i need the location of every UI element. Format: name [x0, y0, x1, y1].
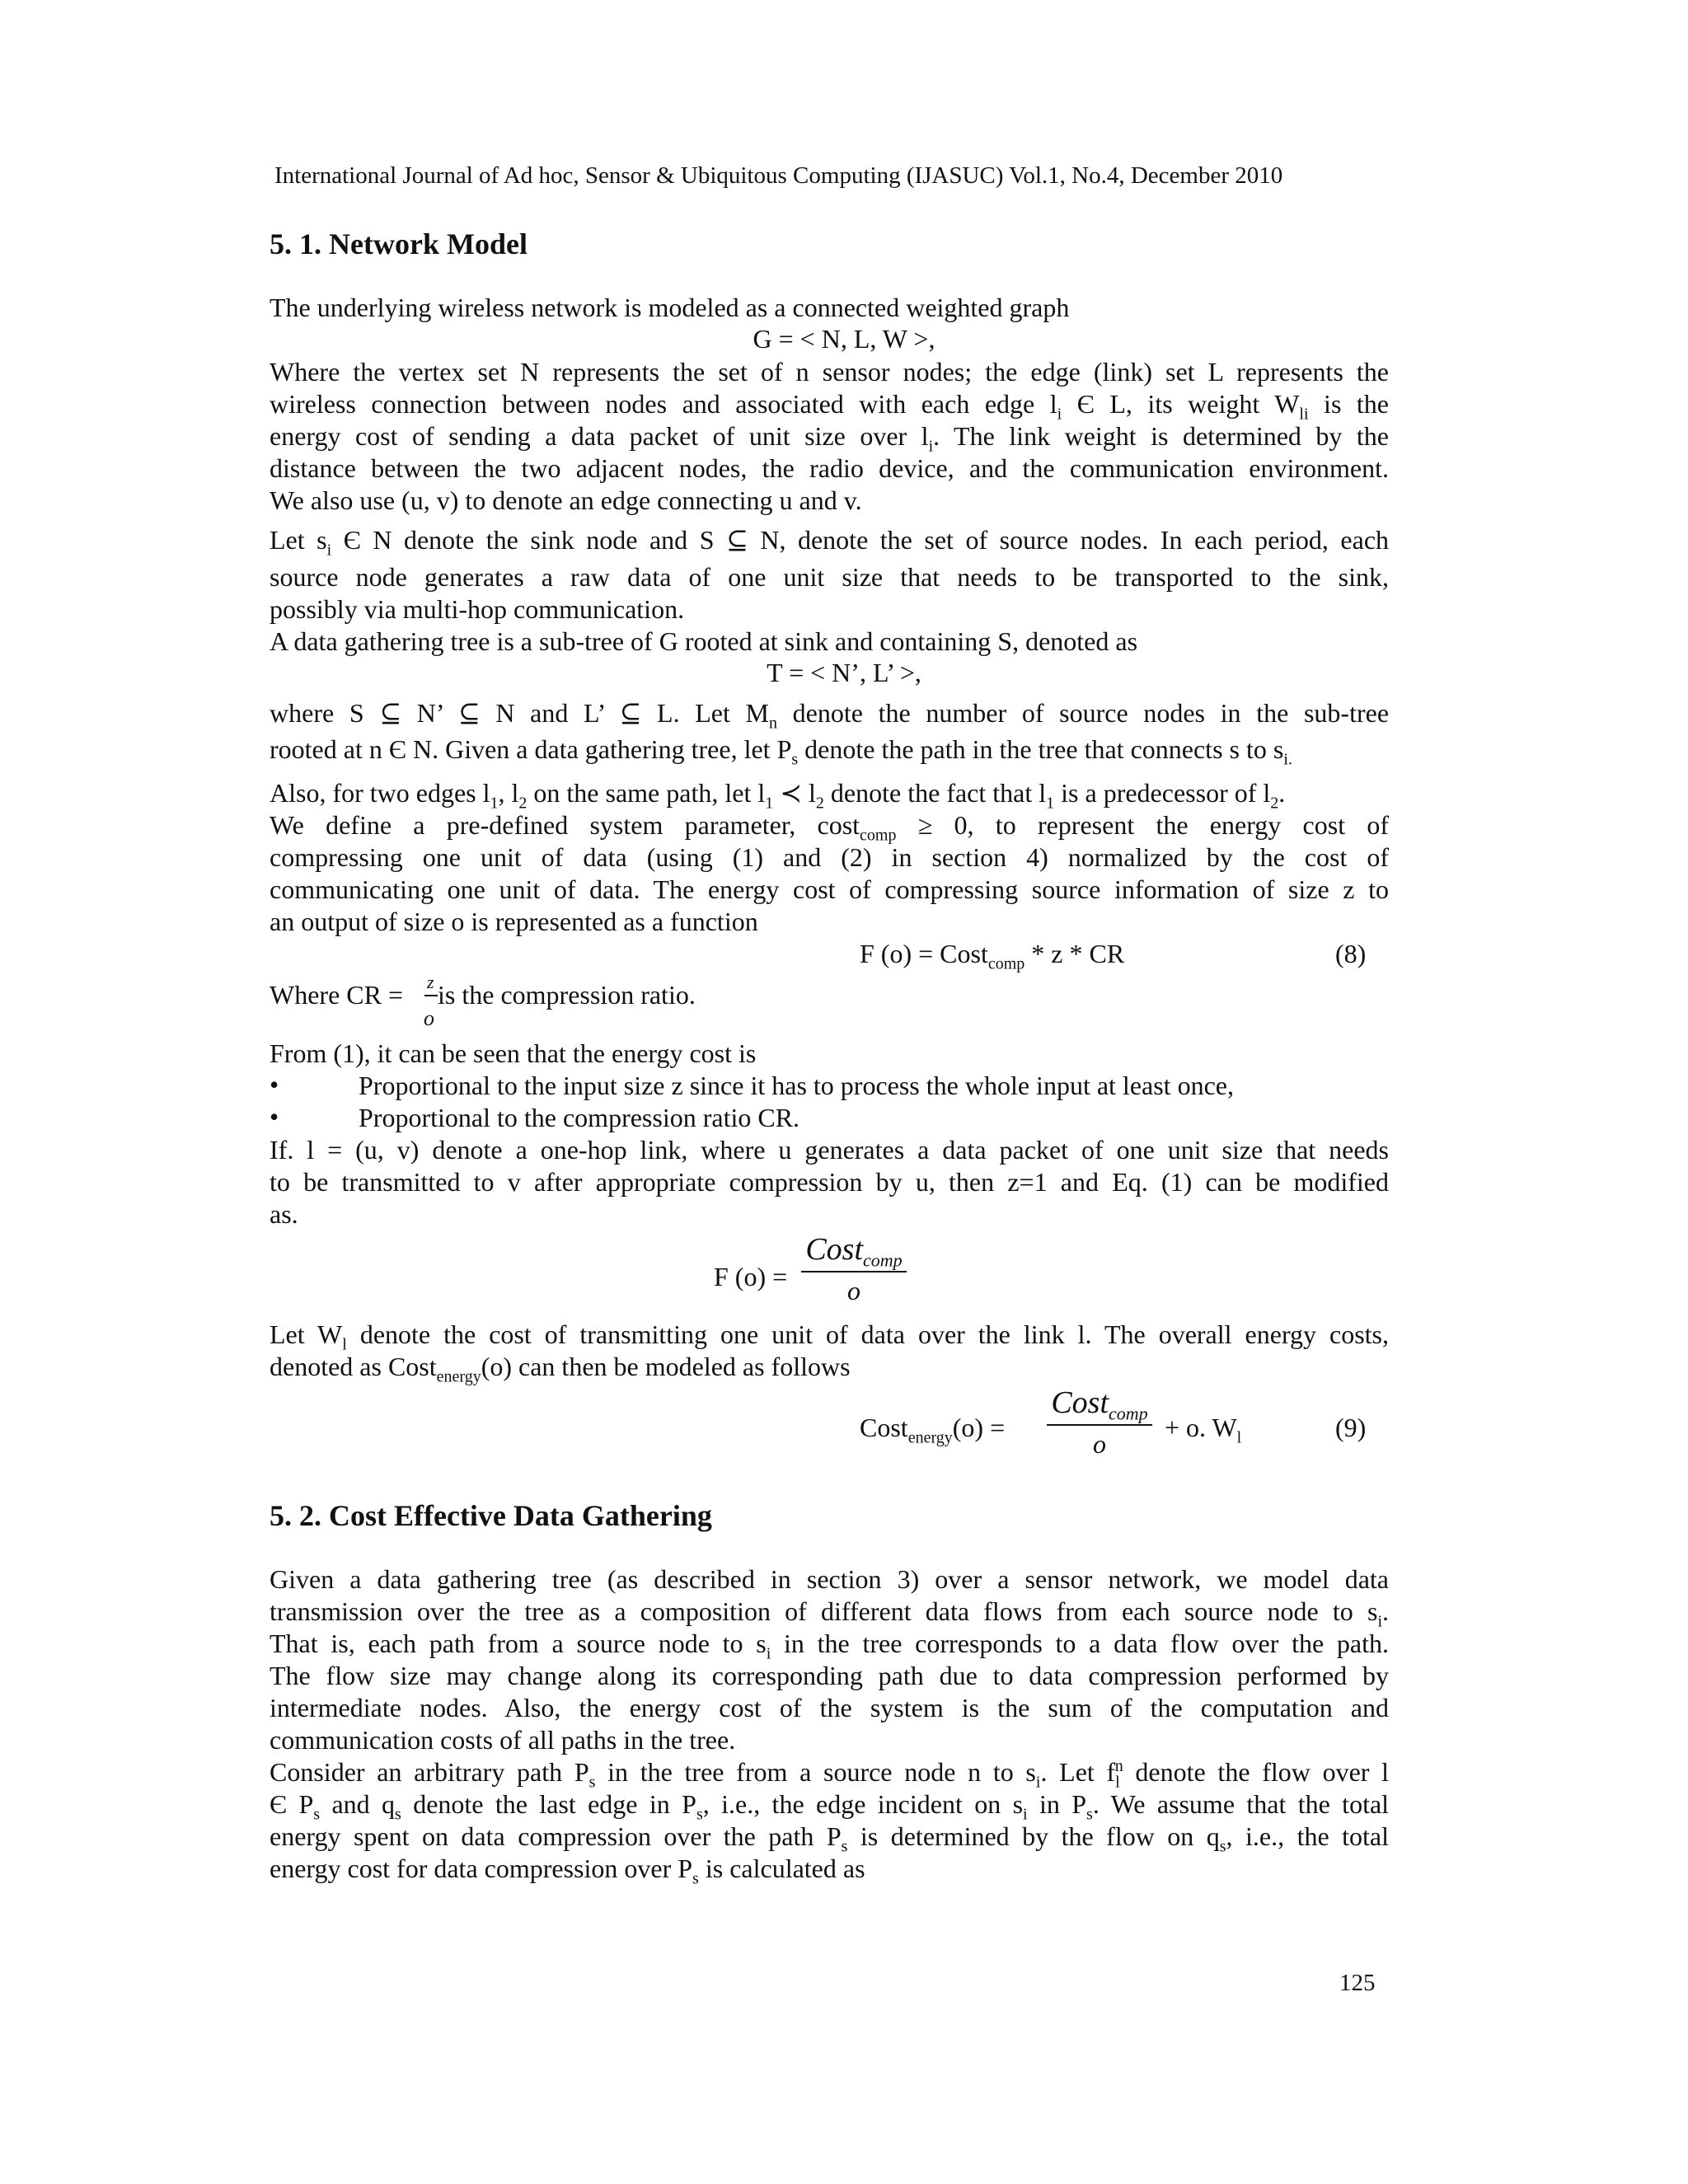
- paragraph-line: A data gathering tree is a sub-tree of G rooted at sink and containing S, denoted as: [270, 626, 1138, 656]
- section-heading-cost-effective: 5. 2. Cost Effective Data Gathering: [270, 1499, 712, 1532]
- equation-8: F (o) = Cost$_{comp}$ * z * CR: [860, 939, 1125, 973]
- journal-header: International Journal of Ad hoc, Sensor & Ubiquitous Computing (IJASUC) Vol.1, No.4, December 2010: [274, 162, 1283, 189]
- cr-numerator: z: [427, 972, 434, 992]
- paragraph-line: as.: [270, 1199, 298, 1229]
- paragraph-line: distance between the two adjacent nodes, the radio device, and the communication environment.: [270, 453, 1389, 483]
- paragraph-line: intermediate nodes. Also, the energy cost of the system is the sum of the computation and: [270, 1693, 1389, 1722]
- equation-number-9: (9): [1335, 1413, 1367, 1442]
- equation-9-lhs: Cost$_{energy}$(o) =: [860, 1413, 1006, 1447]
- paragraph-line: We define a pre-defined system parameter, cost$_{comp}$ ≥ 0, to represent the energy cost of: [270, 810, 1390, 845]
- paragraph-line: communication costs of all paths in the tree.: [270, 1725, 736, 1755]
- paragraph-line: The flow size may change along its corresponding path due to data compression performed by: [270, 1661, 1389, 1690]
- paragraph-line: Also, for two edges $l_1$, $l_2$ on the same path, let $l_1$ ≺ $l_2$ denote the fact that $l_1$ is a predecessor of $l_2$.: [270, 778, 1286, 813]
- equation-graph: G = < N, L, W >,: [753, 324, 935, 354]
- paragraph-line: Let $W_l$ denote the cost of transmitting one unit of data over the link l. The overall energy costs,: [270, 1319, 1390, 1354]
- paragraph-line: denoted as Cost$_{energy}$(o) can then be modeled as follows: [270, 1352, 851, 1386]
- paragraph-line: wireless connection between nodes and associated with each edge $l_i$ Є L, its weight $W_{li}$ is the: [270, 389, 1390, 424]
- paragraph-line: source node generates a raw data of one unit size that needs to be transported to the sink,: [270, 562, 1389, 592]
- equation-9-fraction: Cost$_{comp}$ o: [1047, 1385, 1152, 1460]
- bullet-item: Proportional to the compression ratio CR.: [359, 1103, 800, 1132]
- paragraph-line: Where the vertex set N represents the set of n sensor nodes; the edge (link) set L represents the: [270, 357, 1389, 387]
- paragraph-line: The underlying wireless network is modeled as a connected weighted graph: [270, 293, 1070, 322]
- cr-denominator: o: [424, 1006, 434, 1030]
- equation-f-fraction: Cost$_{comp}$ o: [801, 1231, 907, 1306]
- equation-f-lhs: F (o) =: [714, 1262, 788, 1291]
- equation-9-rhs: + o. $W_l$: [1165, 1413, 1242, 1447]
- paragraph-line: rooted at n Є N. Given a data gathering tree, let $P_s$ denote the path in the tree that connects s to $s_{i.}$: [270, 734, 1292, 769]
- paragraph-line: where S ⊆ N’ ⊆ N and L’ ⊆ L. Let $M_n$ denote the number of source nodes in the sub-tree: [270, 698, 1390, 733]
- paragraph-line: communicating one unit of data. The energy cost of compressing source information of size z to: [270, 874, 1389, 904]
- compression-ratio-line: Where CR = is the compression ratio.: [270, 980, 696, 1010]
- paragraph-line: transmission over the tree as a composition of different data flows from each source node to $s_i$.: [270, 1596, 1389, 1631]
- paragraph-line: From (1), it can be seen that the energy cost is: [270, 1038, 757, 1068]
- paragraph-line: energy spent on data compression over the path $P_s$ is determined by the flow on $q_s$, i.e., the total: [270, 1821, 1390, 1856]
- paragraph-line: compressing one unit of data (using (1) and (2) in section 4) normalized by the cost of: [270, 842, 1389, 872]
- paragraph-line: possibly via multi-hop communication.: [270, 594, 685, 624]
- paragraph-line: We also use (u, v) to denote an edge connecting u and v.: [270, 485, 862, 515]
- bullet-marker: •: [270, 1070, 279, 1099]
- cr-fraction-bar: [424, 995, 438, 996]
- page-number: 125: [1339, 1970, 1376, 1996]
- bullet-item: Proportional to the input size z since it has to process the whole input at least once,: [359, 1071, 1234, 1100]
- paragraph-line: energy cost for data compression over $P_s$ is calculated as: [270, 1854, 865, 1888]
- equation-number-8: (8): [1335, 939, 1367, 968]
- paragraph-line: Є $P_s$ and $q_s$ denote the last edge in $P_s$, i.e., the edge incident on $s_i$ in $P_s$. We assume that the total: [270, 1789, 1390, 1824]
- section-heading-network-model: 5. 1. Network Model: [270, 227, 528, 260]
- paragraph-line: Let $s_i$ Є N denote the sink node and S ⊆ N, denote the set of source nodes. In each period, each: [270, 525, 1390, 560]
- paragraph-line: Given a data gathering tree (as described in section 3) over a sensor network, we model data: [270, 1564, 1389, 1594]
- paragraph-line: to be transmitted to v after appropriate compression by u, then z=1 and Eq. (1) can be modified: [270, 1167, 1389, 1197]
- paragraph-line: That is, each path from a source node to $s_i$ in the tree corresponds to a data flow over the path.: [270, 1629, 1390, 1663]
- paragraph-line: Consider an arbitrary path $P_s$ in the tree from a source node n to $s_i$. Let $f_l^n$ denote the flow over l: [270, 1757, 1390, 1792]
- paragraph-line: an output of size o is represented as a function: [270, 907, 758, 936]
- equation-tree: T = < N’, L’ >,: [767, 658, 921, 687]
- bullet-marker: •: [270, 1102, 279, 1132]
- paragraph-line: If. l = (u, v) denote a one-hop link, where u generates a data packet of one unit size that needs: [270, 1135, 1389, 1165]
- paragraph-line: energy cost of sending a data packet of unit size over $l_i$. The link weight is determined by the: [270, 421, 1390, 456]
